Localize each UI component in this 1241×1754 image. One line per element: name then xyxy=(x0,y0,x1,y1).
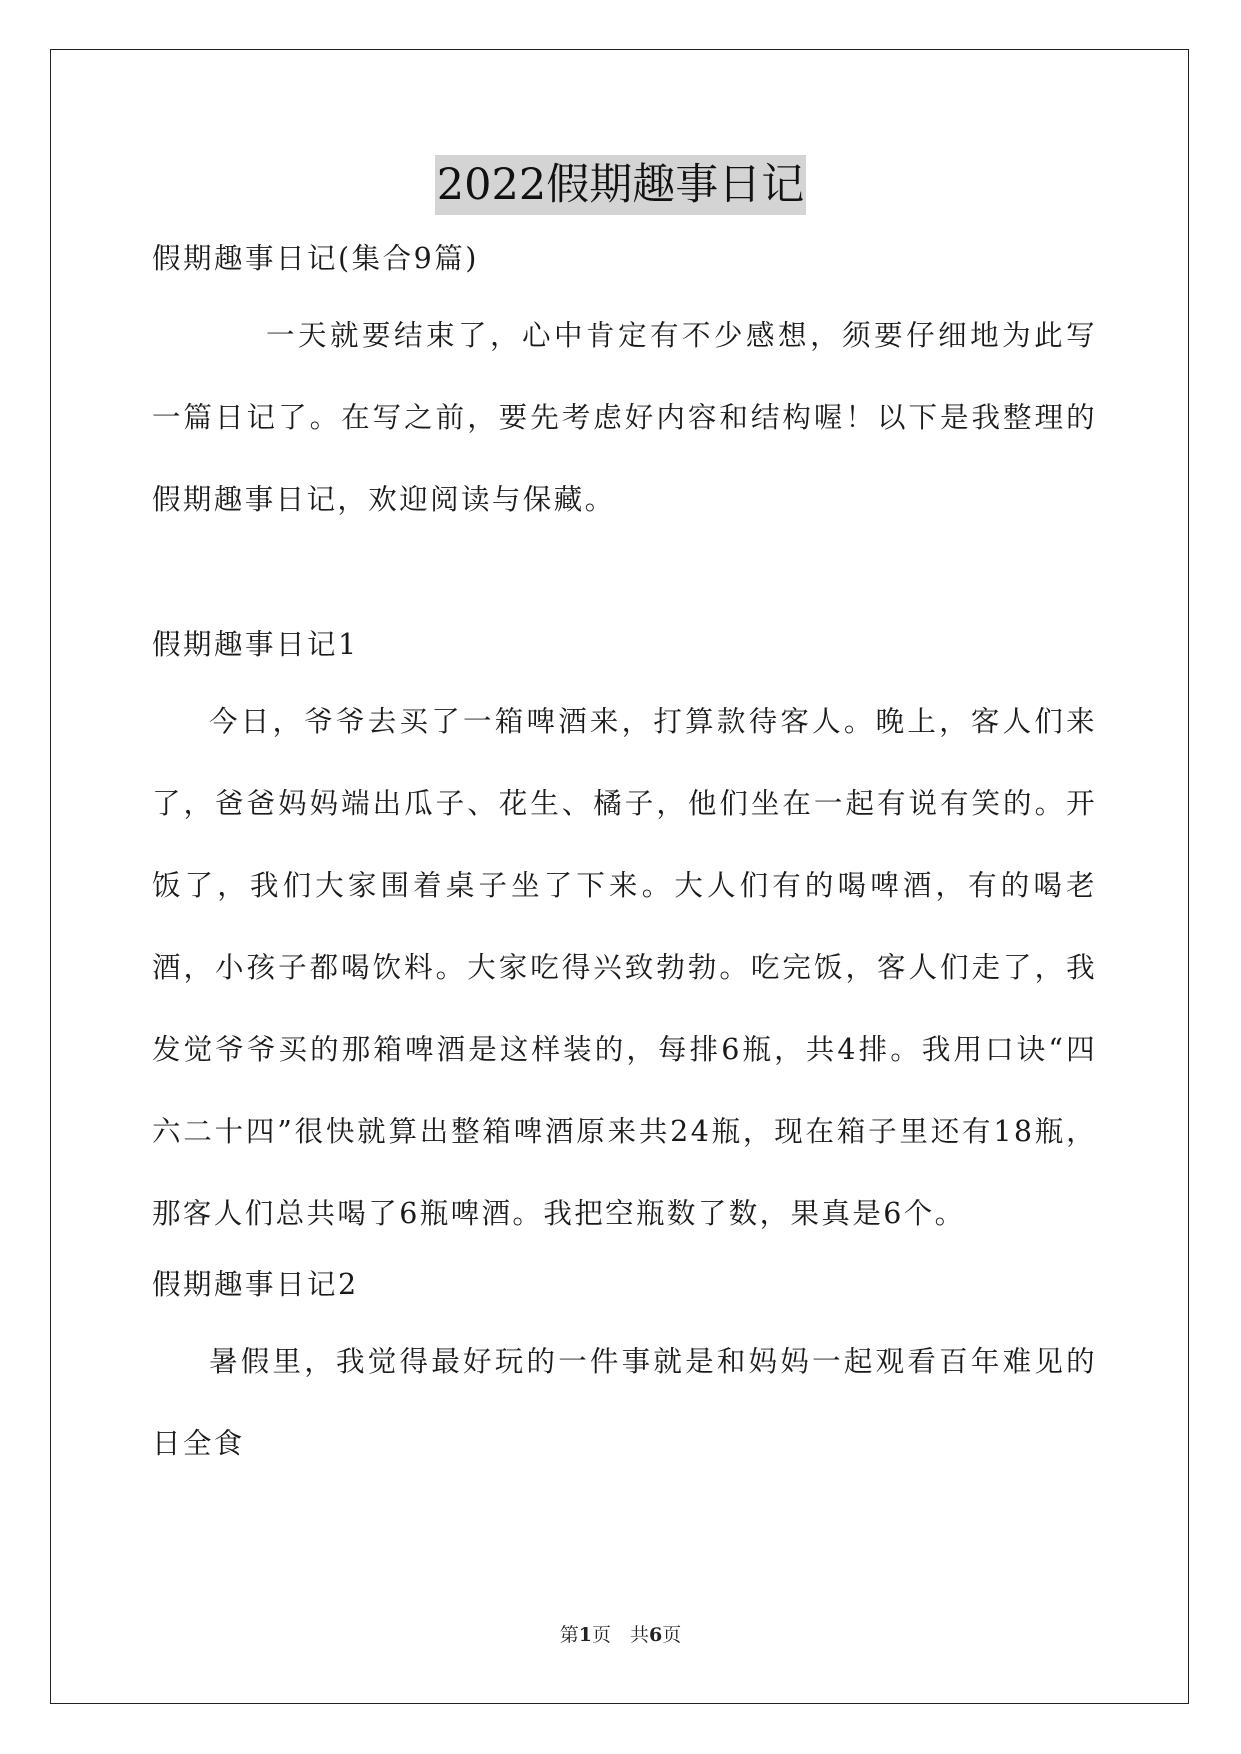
title-wrap xyxy=(0,155,1241,215)
footer-current-page: 1 xyxy=(578,1624,592,1646)
spacer xyxy=(152,541,1097,615)
footer-prefix: 第 xyxy=(559,1624,579,1646)
document-body xyxy=(152,229,1097,1485)
footer-total-pages: 6 xyxy=(649,1624,663,1646)
document-subtitle: 假期趣事日记(集合9篇) xyxy=(152,242,479,275)
section-body-1: 今日，爷爷去买了一箱啤酒来，打算款待客人。晚上，客人们来了，爸爸妈妈端出瓜子、花生、橘子，他们坐在一起有说有笑的。开饭了，我们大家围着桌子坐了下来。大人们有的喝啤酒，有的喝老酒，小孩子都喝饮料。大家吃得兴致勃勃。吃完饭，客人们走了，我发觉爷爷买的那箱啤酒是这样装的，每排6瓶，共4排。我用口诀“四六二十四”很快就算出整箱啤酒原来共24瓶，现在箱子里还有18瓶，那客人们总共喝了6瓶啤酒。我把空瓶数了数，果真是6个。 xyxy=(152,705,1097,1230)
section-body-2: 暑假里，我觉得最好玩的一件事就是和妈妈一起观看百年难见的日全食 xyxy=(152,1345,1097,1460)
document-title: 2022假期趣事日记 xyxy=(435,155,806,215)
section-heading-2: 假期趣事日记2 xyxy=(152,1268,359,1301)
intro-paragraph: 一天就要结束了，心中肯定有不少感想，须要仔细地为此写一篇日记了。在写之前，要先考虑好内容和结构喔！以下是我整理的假期趣事日记，欢迎阅读与保藏。 xyxy=(152,319,1097,516)
page-footer xyxy=(0,1620,1241,1647)
footer-middle: 页 共 xyxy=(591,1624,649,1646)
section-heading-1: 假期趣事日记1 xyxy=(152,628,359,661)
footer-suffix: 页 xyxy=(662,1624,682,1646)
